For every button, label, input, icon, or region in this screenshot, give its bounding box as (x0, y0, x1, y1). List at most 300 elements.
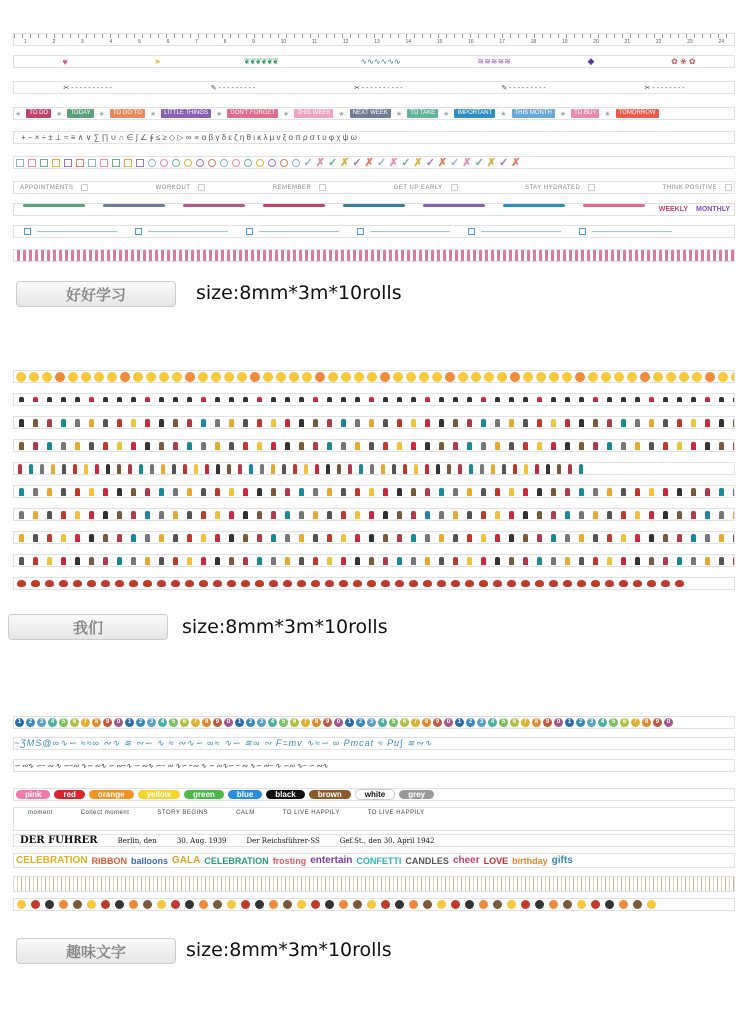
emoji-icon (94, 372, 104, 382)
emoji-icon (241, 900, 250, 909)
number-circle: 7 (301, 718, 310, 727)
period-label: WEEKLY (658, 206, 689, 213)
emoji-icon (731, 372, 736, 382)
person-icon (293, 464, 297, 474)
line (148, 231, 228, 232)
person-icon (691, 511, 696, 519)
star-icon: ★ (604, 110, 611, 118)
ruler-number: 24 (718, 38, 724, 45)
category-button-people[interactable]: 我们 (8, 614, 168, 640)
person-icon (523, 442, 528, 450)
emoji-icon (16, 372, 26, 382)
number-circle: 3 (477, 718, 486, 727)
square-icon (64, 159, 72, 167)
person-icon (649, 488, 654, 496)
lips-icon (563, 580, 572, 587)
person-icon (75, 419, 80, 427)
checkbox-line (22, 228, 117, 235)
star-icon: ★ (283, 110, 290, 118)
check-icon: ✓ (401, 157, 411, 169)
person-icon (327, 511, 332, 519)
person-icon (537, 488, 542, 496)
ruler-number: 1 (24, 38, 27, 45)
emoji-icon (115, 900, 124, 909)
emoji-icon (653, 372, 663, 382)
emoji-icon (627, 372, 637, 382)
party-word: balloons (130, 855, 168, 866)
person-icon (159, 534, 164, 542)
cross-icon: ✗ (413, 157, 423, 169)
small-figure-icon (285, 397, 290, 402)
emoji-icon (380, 372, 390, 382)
person-icon (131, 419, 136, 427)
lips-icon (227, 580, 236, 587)
party-word: RIBBON (91, 855, 127, 866)
person-icon (61, 419, 66, 427)
emoji-icon (591, 900, 600, 909)
person-icon (201, 419, 206, 427)
tape-strip-group-people (13, 370, 735, 600)
person-icon (383, 534, 388, 542)
lights-icon: ∿∿∿∿∿∿ (360, 57, 401, 66)
person-icon (705, 557, 710, 565)
emoji-icon (339, 900, 348, 909)
person-icon (691, 419, 696, 427)
person-icon (593, 534, 598, 542)
small-figure-icon (33, 397, 38, 402)
check-icon: ✓ (352, 157, 362, 169)
emoji-icon (633, 900, 642, 909)
person-icon (215, 488, 220, 496)
person-icon (425, 511, 430, 519)
person-icon (537, 557, 542, 565)
lips-icon (45, 580, 54, 587)
person-icon (285, 488, 290, 496)
tape-planner-tags (13, 107, 735, 120)
lips-icon (437, 580, 446, 587)
number-circle: 1 (565, 718, 574, 727)
number-circle: 1 (345, 718, 354, 727)
emoji-icon (536, 372, 546, 382)
small-figure-icon (551, 397, 556, 402)
tape-shapes-checks (13, 156, 735, 169)
scissors-icon: ✂ - - - - - - - - - - (63, 84, 113, 92)
party-word: LOVE (483, 855, 509, 866)
line (37, 231, 117, 232)
person-icon (635, 488, 640, 496)
small-figure-icon (425, 397, 430, 402)
tape-strip-group-study (13, 33, 735, 263)
person-icon (414, 464, 418, 474)
number-circle: 6 (180, 718, 189, 727)
person-icon (593, 442, 598, 450)
person-icon (117, 511, 122, 519)
person-icon (285, 557, 290, 565)
small-figure-icon (663, 397, 668, 402)
planner-tag: TO BUY (571, 109, 599, 118)
ruler-number: 14 (405, 38, 412, 45)
person-icon (719, 534, 724, 542)
emoji-icon (471, 372, 481, 382)
person-icon (491, 464, 495, 474)
emoji-icon (679, 372, 689, 382)
person-icon (467, 442, 472, 450)
person-icon (621, 419, 626, 427)
person-icon (369, 488, 374, 496)
person-icon (173, 488, 178, 496)
tape-ruler (13, 33, 735, 46)
person-icon (257, 511, 262, 519)
lips-icon (87, 580, 96, 587)
check-icon: ✓ (376, 157, 387, 169)
emoji-icon (341, 372, 351, 382)
square-icon (124, 159, 132, 167)
small-figure-icon (117, 397, 122, 402)
number-circle: 2 (246, 718, 255, 727)
emoji-icon (353, 900, 362, 909)
reminder-group (267, 184, 329, 191)
person-icon (216, 464, 220, 474)
colored-tab-line (423, 204, 485, 207)
person-icon (341, 419, 346, 427)
person-icon (663, 442, 668, 450)
check-icon: ✓ (450, 157, 460, 169)
number-circle: 6 (400, 718, 409, 727)
person-icon (173, 442, 178, 450)
emoji-icon (367, 900, 376, 909)
person-icon (187, 488, 192, 496)
number-circle: 2 (136, 718, 145, 727)
person-icon (537, 511, 542, 519)
tape-people-6 (13, 485, 735, 498)
number-circle: 5 (499, 718, 508, 727)
person-icon (326, 464, 330, 474)
person-icon (705, 511, 710, 519)
tape-party-words (13, 853, 735, 868)
lips-icon (479, 580, 488, 587)
person-icon (523, 557, 528, 565)
person-icon (607, 534, 612, 542)
person-icon (439, 511, 444, 519)
small-figure-icon (341, 397, 346, 402)
person-icon (159, 419, 164, 427)
person-icon (467, 419, 472, 427)
emoji-icon (647, 900, 656, 909)
person-icon (19, 511, 24, 519)
person-icon (215, 419, 220, 427)
number-circle: 8 (312, 718, 321, 727)
emoji-icon (577, 900, 586, 909)
emoji-icon (73, 900, 82, 909)
person-icon (411, 442, 416, 450)
planner-tag: THIS WEEK (294, 109, 333, 118)
star-icon: ★ (443, 110, 450, 118)
lips-icon (381, 580, 390, 587)
small-figure-icon (481, 397, 486, 402)
emoji-icon (395, 900, 404, 909)
color-word-pill: white (355, 789, 395, 800)
person-icon (551, 557, 556, 565)
person-icon (89, 511, 94, 519)
person-icon (481, 557, 486, 565)
person-icon (551, 488, 556, 496)
scissors-icon: ✂ - - - - - - - - (644, 84, 685, 92)
person-icon (145, 557, 150, 565)
category-button-study[interactable]: 好好学习 (16, 281, 176, 307)
number-circle: 2 (466, 718, 475, 727)
small-figure-icon (271, 397, 276, 402)
person-icon (257, 557, 262, 565)
party-word: frosting (272, 855, 307, 866)
emoji-icon (129, 900, 138, 909)
cross-icon: ✗ (437, 157, 448, 169)
person-icon (229, 488, 234, 496)
small-figure-icon (733, 397, 736, 402)
person-icon (425, 534, 430, 542)
small-figure-icon (313, 397, 318, 402)
number-circle: 0 (664, 718, 673, 727)
person-icon (467, 511, 472, 519)
person-icon (103, 419, 108, 427)
lips-icon (283, 580, 292, 587)
checkbox-icon (468, 228, 475, 235)
reminder-group (150, 184, 208, 191)
letter-text: DER FÜHRER (20, 835, 98, 846)
party-word: CELEBRATION (204, 855, 269, 866)
person-icon (551, 419, 556, 427)
number-circle: 9 (653, 718, 662, 727)
emoji-icon (213, 900, 222, 909)
check-icon: ✓ (474, 157, 484, 169)
number-circle: 4 (598, 718, 607, 727)
emoji-icon (419, 372, 429, 382)
person-icon (215, 557, 220, 565)
person-icon (502, 464, 506, 474)
emoji-icon (445, 372, 455, 382)
emoji-icon (575, 372, 585, 382)
person-icon (733, 534, 736, 542)
person-icon (271, 488, 276, 496)
person-icon (89, 557, 94, 565)
checkbox-icon (198, 184, 205, 191)
person-icon (243, 534, 248, 542)
person-icon (103, 557, 108, 565)
emoji-icon (588, 372, 598, 382)
small-figure-icon (537, 397, 542, 402)
colored-tab-line (183, 204, 245, 207)
person-icon (403, 464, 407, 474)
person-icon (103, 534, 108, 542)
small-figure-icon (173, 397, 178, 402)
person-icon (565, 442, 570, 450)
person-icon (593, 419, 598, 427)
vine-icon: ❦❦❦❦❦❦ (243, 57, 278, 66)
lips-icon (619, 580, 628, 587)
person-icon (75, 511, 80, 519)
person-icon (327, 419, 332, 427)
emoji-icon (250, 372, 260, 382)
emoji-icon (563, 900, 572, 909)
person-icon (481, 511, 486, 519)
cross-icon: ✗ (389, 157, 399, 169)
square-icon (88, 159, 96, 167)
number-circle: 9 (433, 718, 442, 727)
person-icon (355, 488, 360, 496)
number-circle: 0 (554, 718, 563, 727)
tape-emoji-faces (13, 898, 735, 911)
reminder-group (519, 184, 597, 191)
star-icon: ★ (15, 110, 22, 118)
colored-tab-line (503, 204, 565, 207)
section-study (0, 0, 750, 320)
emoji-icon (171, 900, 180, 909)
person-icon (369, 419, 374, 427)
person-icon (215, 511, 220, 519)
person-icon (546, 464, 550, 474)
emoji-icon (185, 372, 195, 382)
lips-icon (353, 580, 362, 587)
tape-colored-tabs (13, 203, 735, 216)
circle-icon (280, 159, 288, 167)
person-icon (495, 442, 500, 450)
lips-icon (465, 580, 474, 587)
ruler-number: 2 (52, 38, 56, 45)
person-icon (117, 534, 122, 542)
ruler-number: 9 (252, 38, 255, 45)
emoji-icon (263, 372, 273, 382)
person-icon (355, 419, 360, 427)
person-icon (439, 442, 444, 450)
person-icon (47, 488, 52, 496)
person-icon (145, 442, 150, 450)
person-icon (313, 419, 318, 427)
cross-icon: ✗ (315, 157, 325, 169)
quote-text: CALM (236, 810, 255, 816)
person-icon (523, 534, 528, 542)
emoji-icon (276, 372, 286, 382)
square-icon (112, 159, 120, 167)
lips-icon (297, 580, 306, 587)
star-icon: ★ (395, 110, 403, 118)
person-icon (117, 557, 122, 565)
person-icon (271, 442, 276, 450)
number-circle: 7 (81, 718, 90, 727)
tape-strip-group-fun-text (13, 716, 735, 926)
person-icon (341, 534, 346, 542)
reminder-label: GET UP EARLY (393, 184, 443, 191)
lips-icon (255, 580, 264, 587)
handwriting-pattern: ∽ ∾∿ ∽~ ∾ ∿ ∽~∾ ∿∽ ∾∿ ∽ ∾~∿ ∽ ∾∿ ∽~ ∾ ∿∽ ~∾ ∿ ∽ ∾∿∽ ~ ∾ ∿∽ ∾~ ∿ ∽∾ ∿~ ∽ ∾∿ (14, 762, 328, 770)
tape-people-3 (13, 416, 735, 429)
checkbox-icon (319, 184, 326, 191)
emoji-icon (101, 900, 110, 909)
circle-icon (196, 159, 204, 167)
ruler-number: 20 (593, 38, 599, 45)
quote-text: Collect moment (80, 810, 130, 816)
person-icon (439, 488, 444, 496)
party-word: entertain (310, 855, 353, 866)
emoji-icon (497, 372, 507, 382)
tape-color-words (13, 788, 735, 801)
tape-people-10 (13, 577, 735, 590)
scissors-icon: ✂ - - - - - - - - - - (353, 84, 403, 92)
person-icon (271, 557, 276, 565)
party-word: cheer (452, 855, 480, 866)
lips-icon (59, 580, 68, 587)
emoji-icon (289, 372, 299, 382)
person-icon (447, 464, 451, 474)
checkbox-icon (579, 228, 586, 235)
tape-tiny-text (13, 876, 735, 892)
number-circle: 2 (356, 718, 365, 727)
checkbox-icon (81, 184, 88, 191)
person-icon (173, 534, 178, 542)
person-icon (19, 488, 24, 496)
emoji-icon (484, 372, 494, 382)
emoji-icon (458, 372, 468, 382)
person-icon (593, 488, 598, 496)
person-icon (719, 442, 724, 450)
number-circle: 9 (543, 718, 552, 727)
letter-text: 30. Aug. 1939 (176, 836, 227, 845)
person-icon (467, 488, 472, 496)
small-figure-icon (299, 397, 304, 402)
emoji-icon (29, 372, 39, 382)
category-button-fun-text[interactable]: 趣味文字 (16, 938, 176, 964)
tape-people-9 (13, 554, 735, 567)
circle-icon (208, 159, 216, 167)
ruler-number: 8 (223, 38, 227, 45)
number-circle: 5 (279, 718, 288, 727)
person-icon (47, 534, 52, 542)
small-figure-icon (145, 397, 150, 402)
check-icon: ✓ (499, 157, 509, 169)
emoji-icon (55, 372, 65, 382)
emoji-icon (159, 372, 169, 382)
person-icon (480, 464, 484, 474)
person-icon (257, 419, 262, 427)
color-word-pill: green (184, 790, 224, 799)
emoji-icon (523, 372, 533, 382)
number-circle: 1 (125, 718, 134, 727)
lips-icon (157, 580, 166, 587)
checkbox-icon (451, 184, 458, 191)
ruler-number: 18 (530, 38, 537, 45)
person-icon (229, 534, 234, 542)
person-icon (649, 419, 654, 427)
person-icon (75, 534, 80, 542)
number-circle: 3 (147, 718, 156, 727)
person-icon (607, 442, 612, 450)
planner-tag: TO DO (26, 109, 51, 118)
person-icon (551, 534, 556, 542)
person-icon (635, 534, 640, 542)
person-icon (95, 464, 99, 474)
star-icon: ★ (500, 110, 507, 118)
lips-icon (143, 580, 152, 587)
person-icon (663, 557, 668, 565)
person-icon (425, 557, 430, 565)
line (370, 231, 450, 232)
person-icon (579, 464, 583, 474)
star-icon: ★ (149, 110, 157, 118)
person-icon (337, 464, 341, 474)
number-circle: 6 (510, 718, 519, 727)
emoji-icon (87, 900, 96, 909)
size-spec: size:8mm*3m*10rolls (186, 939, 392, 961)
emoji-icon (17, 900, 26, 909)
square-icon (16, 159, 24, 167)
